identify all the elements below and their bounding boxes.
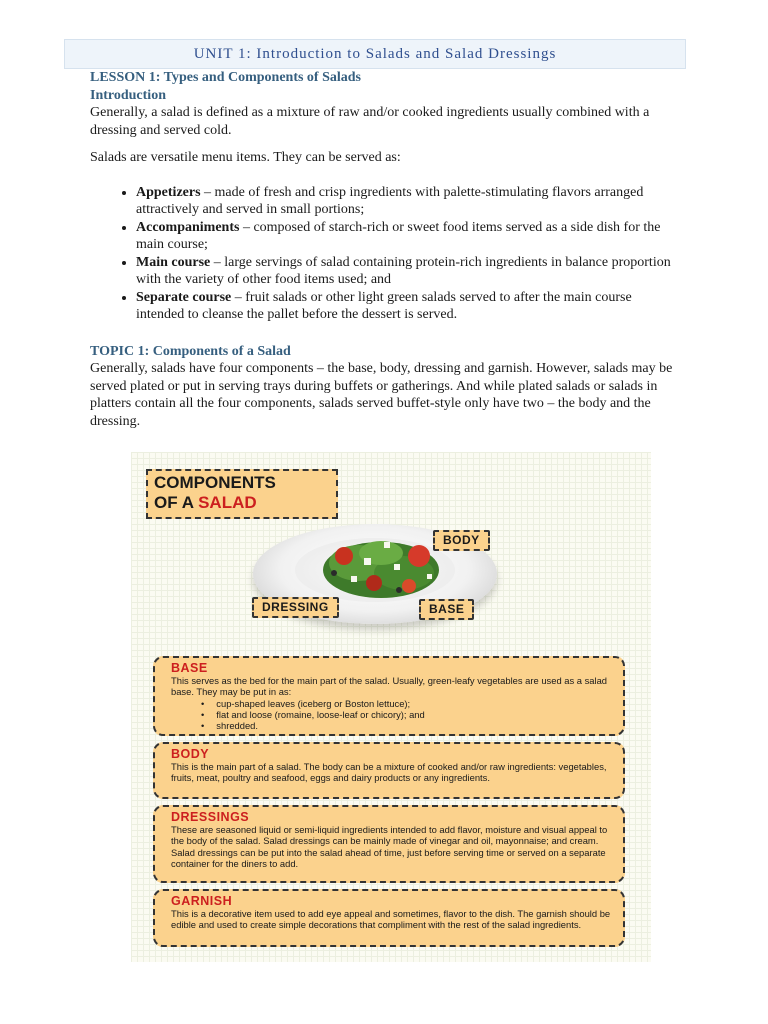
list-item: • shredded. — [215, 720, 623, 731]
title-prefix: OF A — [154, 493, 199, 512]
list-item — [136, 184, 680, 219]
garnish-text: This is a decorative item used to add eye appeal and sometimes, flavor to the dish. The garnish should be edible and used to create simple decorations that compliment with the rest of the salad ingredients. — [171, 908, 611, 931]
list-item: • cup-shaped leaves (iceberg or Boston lettuce); — [215, 698, 623, 709]
lesson-title: LESSON 1: Types and Components of Salads — [90, 70, 362, 85]
body-text: This is the main part of a salad. The body can be a mixture of cooked and/or raw ingredients: vegetables, fruits, meat, poultry and seafood, eggs and dairy products or any ingredients. — [171, 761, 607, 784]
term-description: – made of fresh and crisp ingredients with palette-stimulating flavors arranged attractively and served in small portions; — [136, 184, 644, 217]
term-description: – composed of starch-rich or sweet food items served as a side dish for the main course; — [136, 219, 661, 252]
title-line-2 — [154, 493, 330, 513]
body-info-box — [153, 742, 625, 799]
list-item: • flat and loose (romaine, loose-leaf or chicory); and — [215, 709, 623, 720]
base-heading: BASE — [171, 661, 208, 675]
dressing-label-tag: DRESSING — [252, 597, 339, 618]
term-description: – fruit salads or other light green salads served to after the main course intended to cleanse the pallet before the dessert is served. — [136, 289, 632, 322]
introduction-heading: Introduction — [90, 87, 166, 103]
garnish-heading: GARNISH — [171, 894, 233, 908]
document-body — [90, 69, 680, 430]
base-list — [171, 698, 623, 732]
dressings-text: These are seasoned liquid or semi-liquid ingredients intended to add flavor, moisture and visual appeal to the body of the salad. Salad dressings can be mainly made of vinegar and oil, mayonnaise; and cream. Salad dressings can be put into the salad ahead of time, just before serving time or served on a separate container for the diners to add. — [171, 824, 608, 869]
body-label-tag: BODY — [433, 530, 490, 551]
term-main-course: Main course — [136, 254, 211, 270]
list-item — [136, 254, 680, 289]
body-heading: BODY — [171, 747, 210, 761]
term-accompaniments: Accompaniments — [136, 219, 240, 235]
list-item — [136, 219, 680, 254]
term-description: – large servings of salad containing protein-rich ingredients in balance proportion with the variety of other food items used; and — [136, 254, 671, 287]
versatile-paragraph: Salads are versatile menu items. They can be served as: — [90, 150, 401, 165]
unit-title-banner — [64, 39, 686, 69]
serving-types-list — [90, 184, 680, 324]
list-item — [136, 289, 680, 324]
topic-paragraph: Generally, salads have four components – the base, body, dressing and garnish. However, salads may be served plated or put in serving trays during buffets or gatherings. And while plated salads or salads in platters contain all the four components, salads served buffet-style only have two – the body and the dressing. — [90, 361, 673, 429]
base-info-box — [153, 656, 625, 736]
title-line-1: COMPONENTS — [154, 473, 276, 492]
infographic-title — [146, 469, 338, 519]
title-highlight: SALAD — [198, 493, 257, 512]
intro-paragraph: Generally, a salad is defined as a mixture of raw and/or cooked ingredients usually combined with a dressing and served cold. — [90, 105, 650, 138]
dressings-heading: DRESSINGS — [171, 810, 250, 824]
term-appetizers: Appetizers — [136, 184, 201, 200]
unit-title: UNIT 1: Introduction to Salads and Salad Dressings — [193, 45, 557, 62]
dressings-info-box — [153, 805, 625, 883]
components-infographic — [131, 452, 651, 962]
term-separate-course: Separate course — [136, 289, 232, 305]
base-label-tag: BASE — [419, 599, 474, 620]
topic-title: TOPIC 1: Components of a Salad — [90, 343, 291, 359]
base-text: This serves as the bed for the main part of the salad. Usually, green-leafy vegetables are used as a salad base. They may be put in as: — [171, 675, 608, 698]
garnish-info-box — [153, 889, 625, 947]
